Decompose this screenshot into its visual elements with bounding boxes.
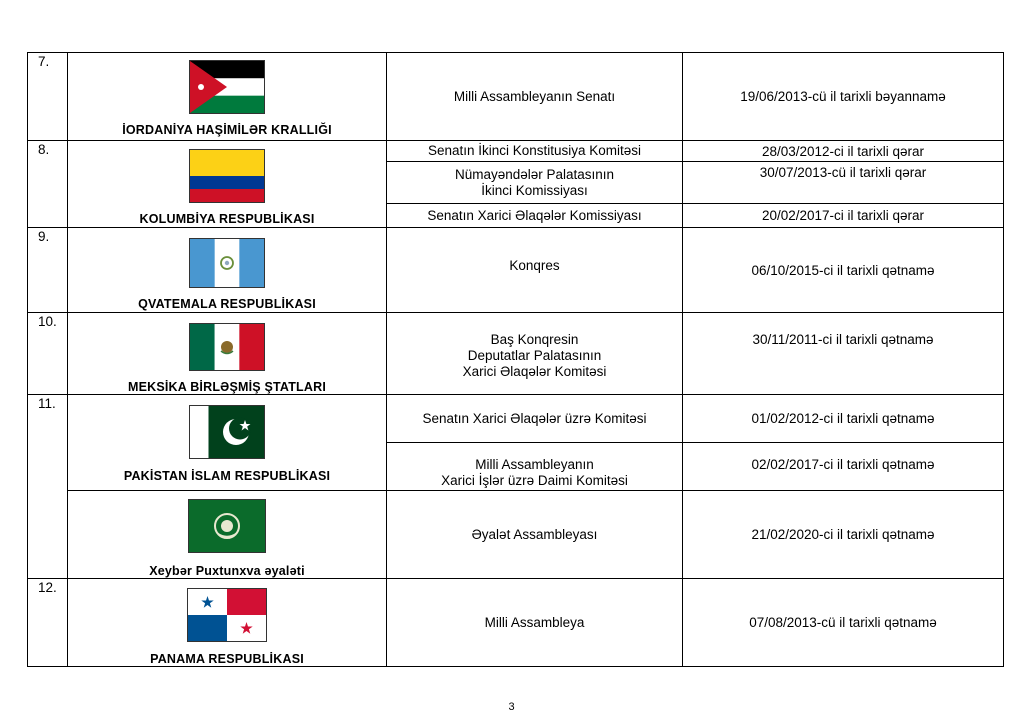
country-cell: [68, 313, 387, 395]
organization-line: Nümayəndələr Palatasının: [454, 166, 615, 182]
row-number: 11.: [38, 396, 56, 411]
table-row: [28, 313, 1004, 395]
guatemala-flag-icon: [189, 238, 265, 288]
country-name: MEKSİKA BİRLƏŞMİŞ ŞTATLARI: [127, 380, 327, 394]
country-name: KOLUMBİYA RESPUBLİKASI: [139, 212, 315, 226]
colombia-flag-icon: [189, 149, 265, 203]
row-number-cell: [28, 313, 68, 395]
table-row: [28, 491, 1004, 579]
pakistan-flag-icon: [189, 405, 265, 459]
row-number-cell: [28, 228, 68, 313]
organization-cell: Senatın Xarici Əlaqələr Komissiyası: [387, 204, 683, 228]
organization-line: Xarici Əlaqələr Komitəsi: [462, 364, 607, 379]
page-number: 3: [508, 701, 515, 713]
country-name: PAKİSTAN İSLAM RESPUBLİKASI: [123, 469, 331, 483]
date-cell: 02/02/2017-ci il tarixli qətnamə: [683, 443, 1004, 491]
country-cell: [68, 141, 387, 228]
organization-cell: Milli Assambleyanın Senatı: [387, 53, 683, 141]
jordan-flag-icon: [189, 60, 265, 114]
country-cell: [68, 395, 387, 491]
table-row: [28, 579, 1004, 667]
date-cell: 21/02/2020-ci il tarixli qətnamə: [683, 491, 1004, 579]
region-name: Xeybər Puxtunxva əyaləti: [149, 564, 305, 578]
date-cell: 30/07/2013-cü il tarixli qərar: [683, 162, 1004, 204]
date-cell: 28/03/2012-ci il tarixli qərar: [683, 141, 1004, 162]
row-number: 8.: [38, 142, 50, 157]
row-number: 9.: [38, 229, 50, 244]
date-cell: 07/08/2013-cü il tarixli qətnamə: [683, 579, 1004, 667]
khyber-pakhtunkhwa-flag-icon: [188, 499, 266, 553]
organization-cell: [387, 162, 683, 204]
country-cell: [68, 579, 387, 667]
date-cell: 19/06/2013-cü il tarixli bəyannamə: [683, 53, 1004, 141]
organization-cell: Milli Assambleya: [387, 579, 683, 667]
resolutions-table: [27, 52, 1004, 667]
organization-line: Milli Assambleyanın: [475, 457, 594, 472]
panama-flag-icon: [187, 588, 267, 642]
mexico-flag-icon: [189, 323, 265, 371]
region-cell: [68, 491, 387, 579]
organization-cell: [387, 313, 683, 395]
date-cell: 06/10/2015-ci il tarixli qətnamə: [683, 228, 1004, 313]
row-number: 10.: [38, 314, 57, 329]
row-number: 7.: [38, 54, 50, 69]
row-number-cell: [28, 395, 68, 579]
organization-cell: Əyalət Assambleyası: [387, 491, 683, 579]
organization-cell: [387, 443, 683, 491]
date-cell: 01/02/2012-ci il tarixli qətnamə: [683, 395, 1004, 443]
date-cell: 20/02/2017-ci il tarixli qərar: [683, 204, 1004, 228]
organization-cell: Konqres: [387, 228, 683, 313]
organization-cell: Senatın İkinci Konstitusiya Komitəsi: [387, 141, 683, 162]
organization-line: Baş Konqresin: [490, 332, 579, 347]
country-name: QVATEMALA RESPUBLİKASI: [138, 297, 316, 311]
country-cell: [68, 53, 387, 141]
table-row: [28, 228, 1004, 313]
row-number-cell: [28, 141, 68, 228]
date-cell: 30/11/2011-ci il tarixli qətnamə: [683, 313, 1004, 395]
row-number: 12.: [38, 580, 57, 595]
country-name: PANAMA RESPUBLİKASI: [150, 652, 304, 666]
table-row: [28, 141, 1004, 162]
organization-line: Xarici İşlər üzrə Daimi Komitəsi: [441, 473, 628, 488]
organization-line: Deputatlar Palatasının: [467, 348, 602, 363]
organization-line: İkinci Komissiyası: [481, 182, 588, 198]
row-number-cell: [28, 53, 68, 141]
country-name: İORDANİYA HAŞİMİLƏR KRALLIĞI: [122, 123, 332, 137]
organization-cell: Senatın Xarici Əlaqələr üzrə Komitəsi: [387, 395, 683, 443]
country-cell: [68, 228, 387, 313]
row-number-cell: [28, 579, 68, 667]
table-row: [28, 395, 1004, 443]
table-row: [28, 53, 1004, 141]
